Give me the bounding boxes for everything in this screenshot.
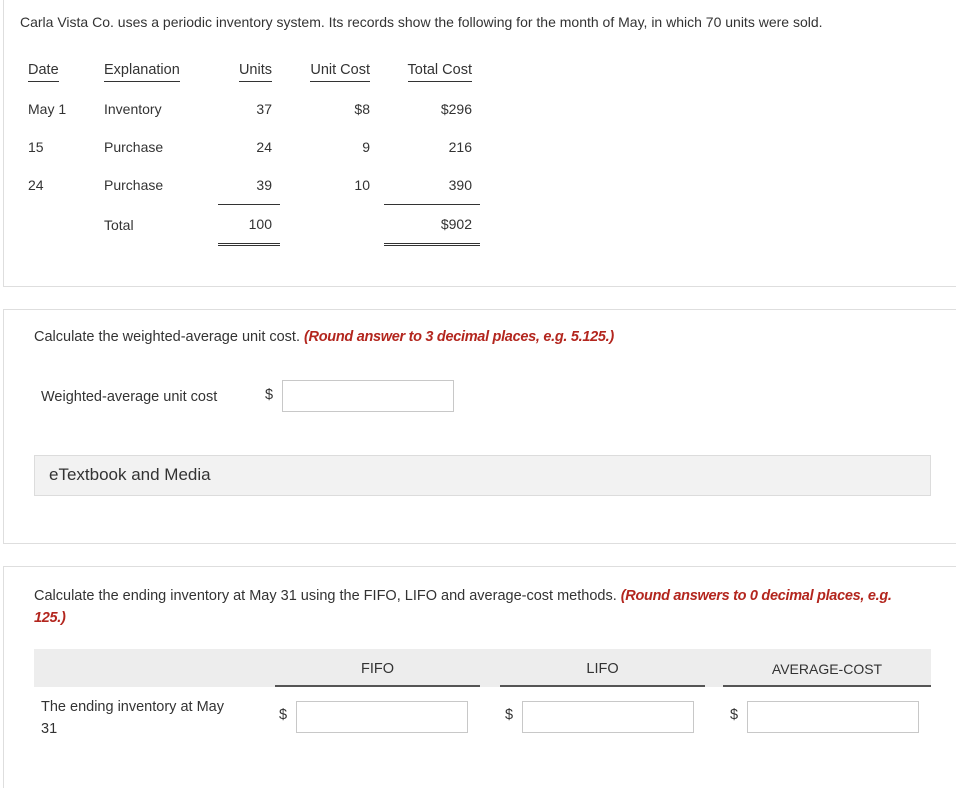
header-unit-cost: Unit Cost	[280, 62, 384, 90]
cell-units: 24	[256, 139, 272, 155]
lifo-input[interactable]	[522, 701, 694, 733]
cell-unit-cost: 9	[362, 139, 370, 155]
column-header-fifo: FIFO	[275, 651, 480, 687]
cell-date: 24	[28, 177, 44, 194]
header-explanation: Explanation	[104, 62, 218, 90]
average-cost-input[interactable]	[747, 701, 919, 733]
question-1-text	[34, 329, 614, 345]
header-total-cost: Total Cost	[384, 62, 480, 90]
dollar-sign: $	[505, 707, 514, 723]
weighted-average-input[interactable]	[282, 380, 454, 412]
intro-text: Carla Vista Co. uses a periodic inventory system. Its records show the following for the month of May, in which 70 units were sold.	[20, 14, 823, 30]
cell-unit-cost: $8	[354, 101, 370, 117]
inventory-records-panel	[3, 0, 956, 287]
cell-units: 39	[218, 166, 280, 205]
cell-total-cost-sum: $902	[384, 205, 480, 245]
weighted-average-panel	[3, 309, 956, 544]
cell-total-cost: 390	[384, 166, 480, 205]
table-header-row	[24, 62, 480, 90]
table-row	[24, 90, 480, 128]
cell-total-cost: $296	[440, 101, 472, 117]
rounding-note-cont: 125.)	[34, 610, 66, 626]
ending-inventory-label: The ending inventory at May 31	[41, 699, 224, 737]
table-row	[24, 128, 480, 166]
cell-explanation: Inventory	[104, 101, 162, 117]
question-2-text	[34, 585, 929, 629]
cell-total-units: 100	[218, 205, 280, 245]
column-header-lifo: LIFO	[500, 651, 705, 687]
dollar-sign: $	[279, 707, 288, 723]
question-1-prompt: Calculate the weighted-average unit cost.	[34, 329, 300, 345]
dollar-sign: $	[730, 707, 739, 723]
table-row	[24, 166, 480, 205]
cell-explanation: Purchase	[104, 139, 164, 155]
cell-date: 15	[28, 139, 44, 155]
question-2-prompt: Calculate the ending inventory at May 31 using the FIFO, LIFO and average-cost methods.	[34, 588, 617, 604]
rounding-note: (Round answer to 3 decimal places, e.g. 5.125.)	[304, 329, 614, 345]
cell-explanation: Purchase	[104, 177, 164, 194]
fifo-input[interactable]	[296, 701, 468, 733]
etextbook-media-button[interactable]: eTextbook and Media	[34, 455, 931, 496]
rounding-note: (Round answers to 0 decimal places, e.g.	[620, 588, 892, 604]
cell-total-cost: 216	[448, 139, 472, 155]
cell-units: 37	[256, 101, 272, 117]
column-header-average-cost: AVERAGE-COST	[723, 651, 931, 687]
header-date: Date	[24, 62, 104, 90]
table-total-row	[24, 205, 480, 245]
weighted-average-label: Weighted-average unit cost	[41, 389, 218, 405]
cell-total-label: Total	[104, 216, 134, 233]
inventory-table	[24, 62, 480, 246]
cell-unit-cost: 10	[354, 177, 370, 194]
header-units: Units	[218, 62, 280, 90]
dollar-sign: $	[265, 387, 274, 403]
cell-date: May 1	[28, 101, 67, 117]
ending-inventory-panel	[3, 566, 956, 788]
